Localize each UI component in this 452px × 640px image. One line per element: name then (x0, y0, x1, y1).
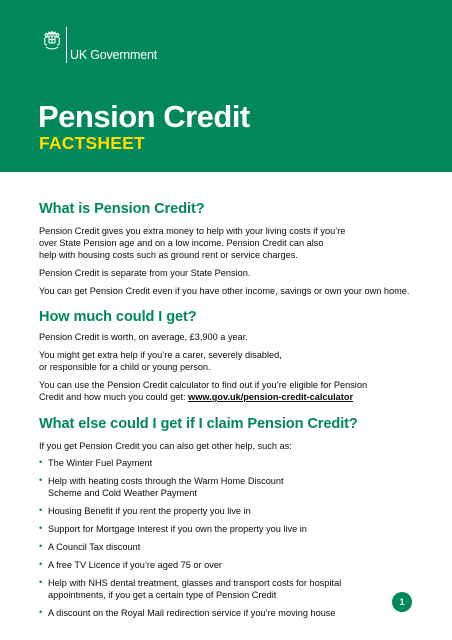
list-item (39, 457, 419, 469)
page-subtitle: FACTSHEET (39, 133, 145, 153)
paragraph: Pension Credit is worth, on average, £3,900 a year. (39, 332, 248, 342)
list-item-text: Help with NHS dental treatment, glasses and transport costs for hospital appointments, if you get a certain type of Pension Credit (48, 578, 342, 600)
list-item (39, 577, 419, 601)
bullet-icon: • (39, 505, 43, 516)
paragraph: You can use the Pension Credit calculator to find out if you’re eligible for Pension Credit and how much you could get: www.gov.uk/pension-credit-calculator (39, 380, 368, 402)
list-item-text: Housing Benefit if you rent the property you live in (48, 506, 251, 516)
list-item (39, 541, 419, 553)
list-item (39, 607, 419, 619)
paragraph: Pension Credit is separate from your State Pension. (39, 268, 251, 278)
section-what-is (39, 200, 419, 297)
factsheet-content (39, 200, 419, 619)
list-item-text: Support for Mortgage Interest if you own the property you live in (48, 524, 307, 534)
paragraph: You might get extra help if you’re a carer, severely disabled, or responsible for a child or young person. (39, 350, 282, 372)
uk-government-logo (40, 27, 157, 63)
header-banner (0, 0, 452, 172)
section-what-else (39, 415, 419, 619)
section-heading: What else could I get if I claim Pension Credit? (39, 416, 358, 432)
bullet-icon: • (39, 457, 43, 468)
logo-divider (66, 27, 67, 63)
page-number: 1 (392, 592, 412, 612)
benefit-list (39, 457, 419, 619)
bullet-icon: • (39, 577, 43, 588)
logo-text: UK Government (70, 47, 158, 62)
list-item-text: The Winter Fuel Payment (48, 458, 153, 468)
bullet-icon: • (39, 541, 43, 552)
list-item-text: Help with heating costs through the Warm Home Discount Scheme and Cold Weather Payment (48, 476, 284, 498)
bullet-icon: • (39, 523, 43, 534)
page-title: Pension Credit (38, 99, 250, 134)
list-item (39, 559, 419, 571)
bullet-icon: • (39, 475, 43, 486)
section-heading: How much could I get? (39, 309, 197, 325)
list-item-text: A Council Tax discount (48, 542, 141, 552)
royal-crest-icon (40, 29, 64, 53)
bullet-icon: • (39, 607, 43, 618)
paragraph: Pension Credit gives you extra money to help with your living costs if you’re over State Pension age and on a low income. Pension Credit can also help with housing costs such as ground rent or service charges. (39, 226, 346, 260)
paragraph: If you get Pension Credit you can also get other help, such as: (39, 441, 292, 451)
list-item (39, 505, 419, 517)
list-item (39, 475, 419, 499)
pension-credit-calculator-link[interactable]: www.gov.uk/pension-credit-calculator (188, 392, 354, 402)
paragraph: You can get Pension Credit even if you have other income, savings or own your own home. (39, 286, 410, 296)
list-item-text: A discount on the Royal Mail redirection service if you’re moving house (48, 608, 336, 618)
list-item (39, 523, 419, 535)
section-how-much (39, 308, 419, 403)
list-item-text: A free TV Licence if you’re aged 75 or over (48, 560, 222, 570)
section-heading: What is Pension Credit? (39, 201, 205, 217)
bullet-icon: • (39, 559, 43, 570)
